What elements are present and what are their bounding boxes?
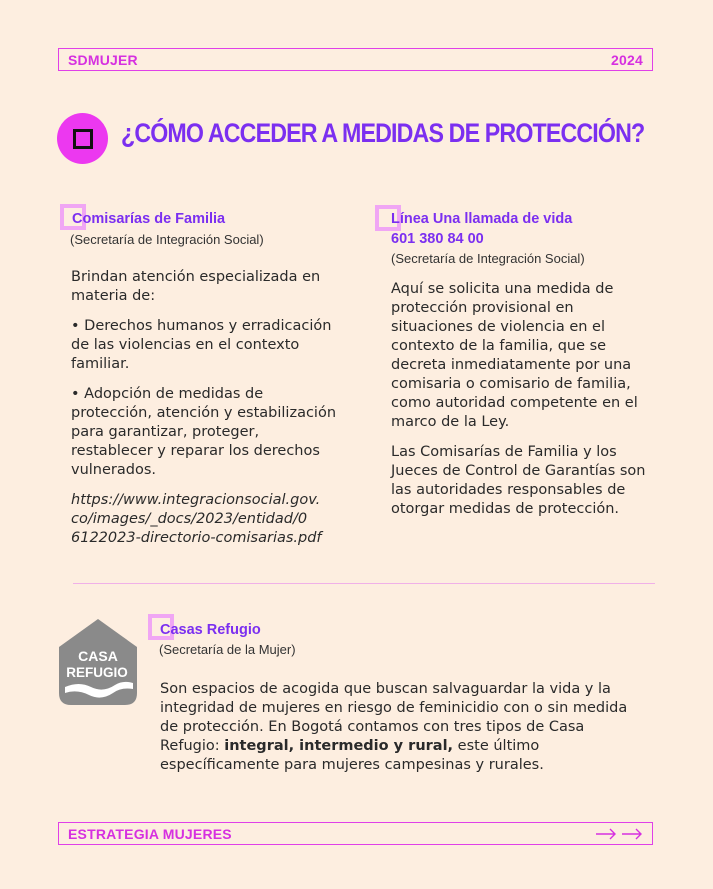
- logo-text-casa: CASA: [78, 648, 118, 664]
- linea-phone[interactable]: 601 380 84 00: [391, 231, 484, 247]
- section-divider: [73, 583, 655, 584]
- casas-body: Son espacios de acogida que buscan salvaguardar la vida y la integridad de mujeres en riesgo de feminicidio con o sin medida de protección. En Bogotá contamos con tres tipos de Casa Refugio: integral, intermedio y rural, este último específicamente para mujeres campesinas y rurales.: [160, 681, 628, 773]
- next-arrows-icon[interactable]: [595, 828, 643, 840]
- linea-paragraph-1: Aquí se solicita una medida de protección provisional en situaciones de violencia en el contexto de la familia, que se decreta inmediatamente por una comisaria o comisario de familia, como autoridad competente en el marco de la Ley.: [391, 281, 638, 430]
- casas-types: integral, intermedio y rural,: [224, 738, 454, 754]
- linea-subtitle: (Secretaría de Integración Social): [391, 251, 585, 266]
- comisarias-url[interactable]: https://www.integracionsocial.gov. co/images/_docs/2023/entidad/0 6122023-directorio-comisarias.pdf: [71, 492, 322, 546]
- comisarias-body: [71, 268, 343, 559]
- year-label: 2024: [611, 51, 643, 68]
- comisarias-bullet-1: • Derechos humanos y erradicación de las violencias en el contexto familiar.: [71, 318, 332, 372]
- casa-refugio-logo: [57, 617, 139, 713]
- logo-text-refugio: REFUGIO: [66, 665, 128, 680]
- linea-body: [391, 280, 653, 530]
- casas-title: Casas Refugio: [160, 622, 261, 638]
- brand-label: SDMUJER: [68, 51, 138, 68]
- linea-paragraph-2: Las Comisarías de Familia y los Jueces de Control de Garantías son las autoridades responsables de otorgar medidas de protección.: [391, 444, 646, 517]
- comisarias-bullet-2: • Adopción de medidas de protección, atención y estabilización para garantizar, proteger, restablecer y reparar los derechos vulnerados.: [71, 386, 337, 478]
- comisarias-intro: Brindan atención especializada en materia de:: [71, 269, 321, 304]
- footer-label: ESTRATEGIA MUJERES: [68, 825, 232, 842]
- header-bar: [58, 48, 653, 71]
- footer-bar: [58, 822, 653, 845]
- page-title: ¿CÓMO ACCEDER A MEDIDAS DE PROTECCIÓN?: [121, 118, 645, 148]
- comisarias-subtitle: (Secretaría de Integración Social): [70, 232, 264, 247]
- linea-title: Línea Una llamada de vida: [391, 211, 573, 227]
- casas-subtitle: (Secretaría de la Mujer): [159, 642, 296, 657]
- square-badge-icon: [57, 113, 108, 164]
- comisarias-title: Comisarías de Familia: [72, 211, 226, 227]
